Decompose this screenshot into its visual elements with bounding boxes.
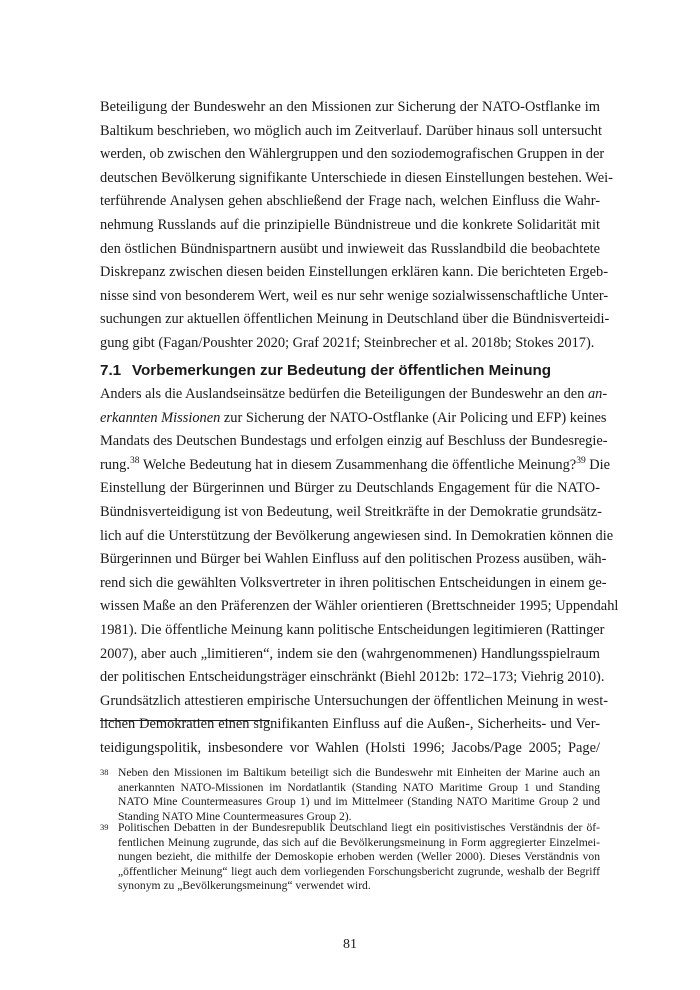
text-line: werden, ob zwischen den Wählergruppen und den soziodemografischen Gruppen in der [100, 146, 605, 163]
footnote-line: Standing NATO Mine Countermeasures Group 2). [118, 809, 352, 823]
text-line: Bündnisverteidigung ist von Bedeutung, weil Streitkräfte in der Demokratie grundsätz- [100, 503, 602, 520]
italic-span: an- [587, 386, 608, 402]
body-paragraph [100, 383, 619, 761]
text-line: Mandats des Deutschen Bundestags und erfolgen einzig auf Beschluss der Bundesregie- [100, 433, 608, 450]
text-line: nisse sind von besonderem Wert, weil es nur sehr wenige sozialwissenschaftliche Unter- [100, 287, 609, 304]
text-line: Einstellung der Bürgerinnen und Bürger zu Deutschlands Engagement für die NATO- [100, 480, 600, 497]
text-line [100, 454, 611, 478]
section-title: Vorbemerkungen zur Bedeutung der öffentlichen Meinung [132, 362, 552, 379]
footnote-text [118, 821, 600, 894]
text-span: zur Sicherung der NATO-Ostflanke (Air Policing und EFP) keines [220, 409, 607, 426]
page-number: 81 [343, 937, 357, 952]
text-line: terführende Analysen gehen abschließend der Frage nach, welchen Einfluss die Wahr- [100, 193, 600, 210]
footnote-line: NATO Mine Countermeasures Group 1) und im Mittelmeer (Standing NATO Maritime Group 2 und [118, 795, 600, 809]
footnote-38 [100, 766, 600, 824]
footnote-line: anerkannten NATO-Missionen im Nordatlantik (Standing NATO Maritime Group 1 und Standing [118, 780, 600, 794]
footnote-line: „öffentlicher Meinung“ liegt auch dem vorliegenden Forschungsbericht zugrunde, weshalb der Begriff [118, 864, 600, 878]
footnote-ref-39[interactable]: 39 [576, 455, 586, 466]
text-line: 1981). Die öffentliche Meinung kann politische Entscheidungen legitimieren (Rattinger [100, 621, 605, 638]
text-line: den östlichen Bündnispartnern ausübt und inwieweit das Russlandbild die beobachtete [100, 240, 600, 257]
text-span: Anders als die Auslandseinsätze bedürfen die Beteiligungen der Bundeswehr an den [100, 386, 588, 402]
text-span: Die [585, 456, 611, 473]
section-number: 7.1 [100, 362, 122, 379]
footnote-number: 39 [100, 822, 109, 832]
text-line: suchungen zur aktuellen öffentlichen Meinung in Deutschland über die Bündnisverteidi- [100, 311, 610, 328]
text-line: deutschen Bevölkerung signifikante Unterschiede in diesen Einstellungen bestehen. Wei- [100, 169, 613, 186]
text-line: Bürgerinnen und Bürger bei Wahlen Einfluss auf den politischen Prozess ausüben, wäh- [100, 551, 607, 568]
text-line: 2007), aber auch „limitieren“, indem sie den (wahrgenommenen) Handlungsspielraum [100, 645, 600, 662]
footnote-line: fentlichen Meinung zugrunde, das sich auf die Bevölkerungsmeinung in Form aggregierter Einzelmei- [118, 835, 600, 849]
footnote-line: nungen bezieht, die mithilfe der Demoskopie erhoben werden (Weller 2000). Dieses Verständnis von [118, 850, 600, 864]
footnote-line: Neben den Missionen im Baltikum beteiligt sich die Bundeswehr mit Einheiten der Marine auch an [118, 766, 600, 779]
text-line: Baltikum beschrieben, wo möglich auch im Zeitverlauf. Darüber hinaus soll untersucht [100, 122, 602, 139]
text-line: rend sich die gewählten Volksvertreter in ihren politischen Entscheidungen in einem ge- [100, 574, 607, 591]
text-line: Beteiligung der Bundeswehr an den Missionen zur Sicherung der NATO-Ostflanke im [100, 99, 600, 115]
text-line: teidigungspolitik, insbesondere vor Wahlen (Holsti 1996; Jacobs/Page 2005; Page/ [100, 739, 600, 756]
text-span: rung. [100, 456, 130, 473]
section-heading [100, 362, 600, 379]
italic-span: erkannten Missionen [100, 409, 221, 426]
text-line [100, 407, 607, 431]
footnote-number: 38 [100, 767, 109, 777]
footnote-separator [100, 720, 270, 721]
text-line: Diskrepanz zwischen diesen beiden Einstellungen erklären kann. Die berichteten Ergeb- [100, 264, 609, 281]
text-line: gung gibt (Fagan/Poushter 2020; Graf 2021f; Steinbrecher et al. 2018b; Stokes 2017). [100, 334, 595, 351]
text-span: Welche Bedeutung hat in diesem Zusammenhang die öffentliche Meinung? [139, 456, 577, 473]
text-line: wissen Maße an den Präferenzen der Wähler orientieren (Brettschneider 1995; Uppendahl [100, 598, 619, 615]
footnote-line: Politischen Debatten in der Bundesrepublik Deutschland liegt ein positivistisches Verständnis der öf- [118, 821, 600, 834]
text-line: lich auf die Unterstützung der Bevölkerung angewiesen sind. In Demokratien können die [100, 527, 614, 544]
intro-paragraph [100, 96, 613, 356]
text-line: nehmung Russlands auf die prinzipielle Bündnistreue und die konkrete Solidarität mit [100, 216, 600, 233]
footnote-text [118, 766, 600, 824]
footnote-39 [100, 821, 600, 894]
text-line [100, 383, 608, 407]
text-line: Grundsätzlich attestieren empirische Untersuchungen der öffentlichen Meinung in west- [100, 692, 609, 709]
footnote-line: synonym zu „Bevölkerungsmeinung“ verwendet wird. [118, 879, 371, 893]
footnote-ref-38[interactable]: 38 [129, 455, 140, 466]
text-line: lichen Demokratien einen signifikanten Einfluss auf die Außen-, Sicherheits- und Ver- [100, 716, 600, 733]
text-line: der politischen Entscheidungsträger einschränkt (Biehl 2012b: 172–173; Viehrig 2010). [100, 669, 605, 686]
